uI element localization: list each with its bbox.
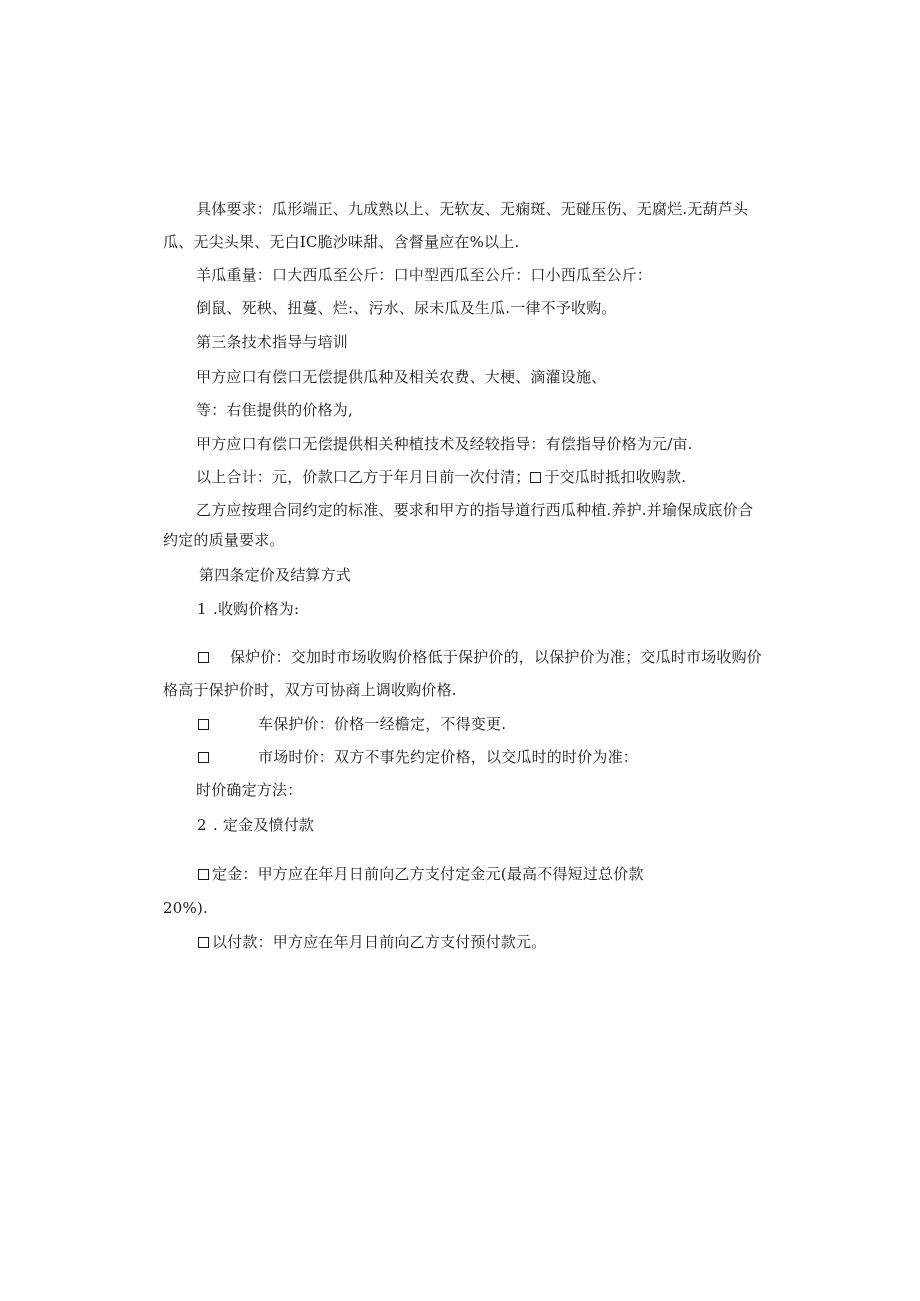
market-price-text: 市场时价：双方不事先约定价格，以交瓜时的时价为准：	[258, 748, 639, 766]
price-method-line: 时价确定方法：	[196, 781, 303, 799]
protection-price-text: 保炉价：交加时市场收购价格低于保护价的，以保护价为准；交瓜时市场收购价	[230, 648, 763, 666]
checkbox-market-price[interactable]	[198, 752, 209, 763]
checkbox-protection-price[interactable]	[198, 652, 209, 663]
article-3-heading: 第三条技术指导与培训	[196, 333, 349, 351]
tech-guidance-line: 甲方应口有偿口无偿提供相关种植技术及经较指导：有偿指导价格为元/亩.	[196, 435, 693, 453]
total-payment-line	[196, 467, 686, 487]
item-number-1: 1	[197, 600, 207, 618]
purchase-price-text: .收购价格为:	[213, 600, 300, 618]
protection-price-line-2: 格高于保护价时，双方可协商上调收购价格.	[163, 681, 457, 699]
requirements-line-2: 瓜、无尖头果、无白IC脆沙味甜、含督量应在%以上.	[163, 233, 520, 251]
deposit-line-2: 20%).	[163, 899, 208, 917]
planting-obligation-line-2: 约定的质量要求。	[163, 531, 285, 549]
prepayment-line	[198, 932, 546, 952]
checkbox-fixed-price[interactable]	[198, 719, 209, 730]
deposit-line-1	[198, 864, 644, 884]
planting-obligation-line-1: 乙方应按理合同约定的标准、要求和甲方的指导道行西瓜种植.养护.并瑜保成底价合	[196, 501, 754, 519]
supply-price-line: 等：右隹提供的价格为,	[196, 401, 353, 419]
deposit-text: 定金：甲方应在年月日前向乙方支付定金元(最高不得短过总价款	[212, 865, 644, 883]
item-number-2: 2	[197, 816, 207, 834]
checkbox-deduct[interactable]	[530, 472, 541, 483]
checkbox-deposit[interactable]	[198, 869, 209, 880]
article-4-heading: 第四条定价及结算方式	[199, 566, 352, 584]
reject-conditions-line: 倒鼠、死秧、扭蔓、烂:、污水、尿未瓜及生瓜.一律不予收购。	[196, 299, 617, 317]
prepayment-text: 以付款：甲方应在年月日前向乙方支付预付款元。	[212, 933, 547, 951]
protection-price-line-1	[198, 647, 762, 667]
seed-supply-line: 甲方应口有偿口无偿提供瓜种及相关农费、大梗、滴灌设施、	[196, 368, 607, 386]
deduct-text: 于交瓜时抵扣收购款.	[544, 468, 687, 486]
fixed-price-line	[198, 714, 506, 734]
fixed-price-text: 车保护价：价格一经檐定，不得变更.	[258, 715, 507, 733]
deposit-heading-text: . 定金及愤付款	[213, 816, 315, 834]
melon-weight-line: 羊瓜重量：口大西瓜至公斤：口中型西瓜至公斤：口小西瓜至公斤：	[196, 266, 653, 284]
market-price-line	[198, 747, 638, 767]
deposit-heading	[197, 815, 314, 835]
total-payment-text: 以上合计：元，价款口乙方于年月日前一次付清；	[196, 468, 531, 486]
requirements-line-1: 具体要求：瓜形端正、九成熟以上、无软友、无痫斑、无碰压伤、无腐烂.无葫芦头	[196, 200, 749, 218]
purchase-price-heading	[197, 599, 299, 619]
checkbox-prepayment[interactable]	[198, 937, 209, 948]
